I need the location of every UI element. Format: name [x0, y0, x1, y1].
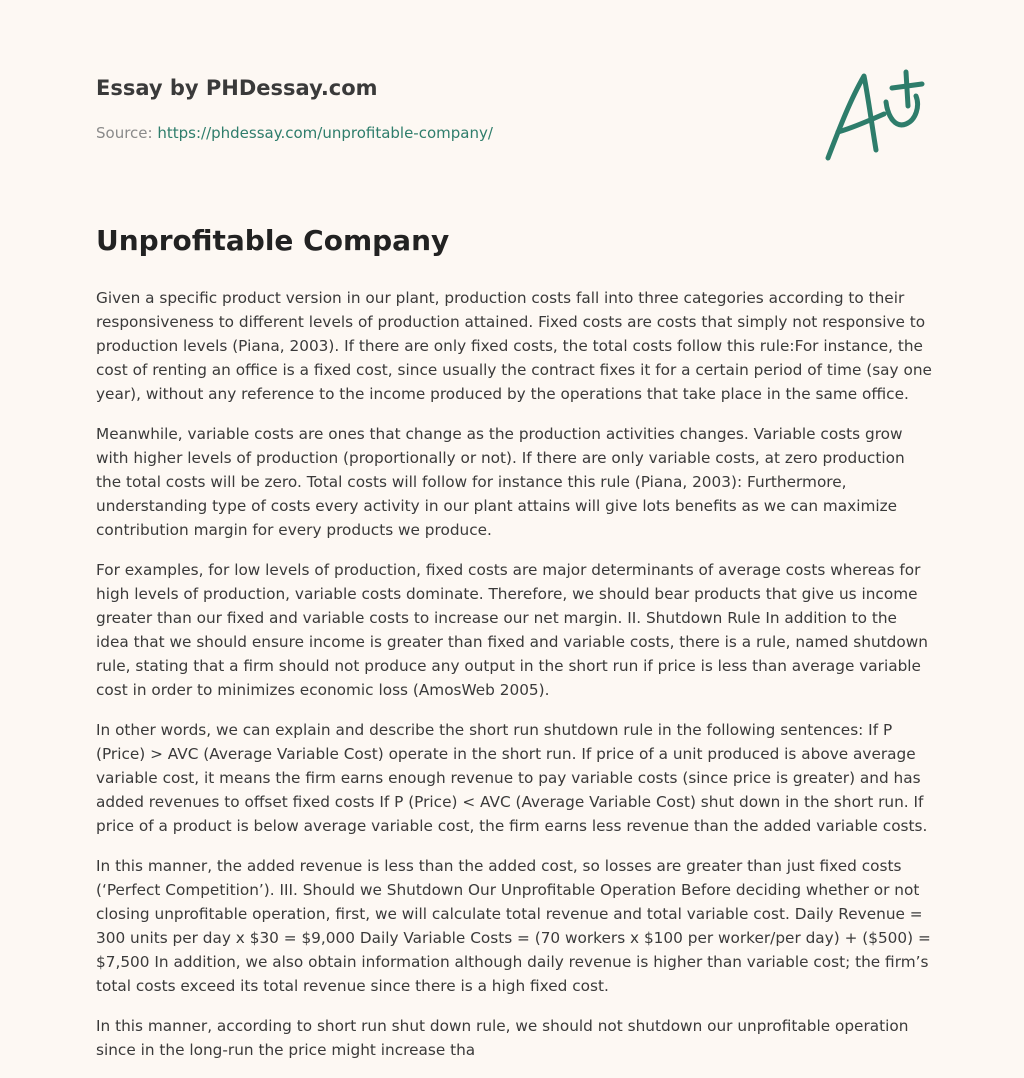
source-link[interactable]: https://phdessay.com/unprofitable-company/: [157, 124, 493, 142]
paragraph: Meanwhile, variable costs are ones that change as the production activities changes. Variable costs grow with higher levels of production (proportionally or not). If there are only variable costs, at zero production the total costs will be zero. Total costs will follow for instance this rule (Piana, 2003): Furthermore, understanding type of costs every activity in our plant attains will give lots benefits as we can maximize contribution margin for every products we produce.: [96, 425, 905, 539]
paragraph: In other words, we can explain and describe the short run shutdown rule in the following sentences: If P (Price) > AVC (Average Variable Cost) operate in the short run. If price of a unit produced is above average variable cost, it means the firm earns enough revenue to pay variable costs (since price is greater) and has added revenues to offset fixed costs If P (Price) < AVC (Average Variable Cost) shut down in the short run. If price of a product is below average variable cost, the firm earns less revenue than the added variable costs.: [96, 721, 928, 835]
paragraph: In this manner, the added revenue is less than the added cost, so losses are greater than just fixed costs (‘Perfect Competition’). III. Should we Shutdown Our Unprofitable Operation Before deciding whether or not closing unprofitable operation, first, we will calculate total revenue and total variable cost. Daily Revenue = 300 units per day x $30 = $9,000 Daily Variable Costs = (70 workers x $100 per worker/per day) + ($500) = $7,500 In addition, we also obtain information although daily revenue is higher than variable cost; the firm’s total costs exceed its total revenue since there is a high fixed cost.: [96, 857, 931, 995]
paragraph: In this manner, according to short run shut down rule, we should not shutdown our unprofitable operation since in the long-run the price might increase tha: [96, 1017, 909, 1059]
essay-title: Unprofitable Company: [96, 224, 450, 257]
brand-title: Essay by PHDessay.com: [96, 76, 378, 100]
paragraph: Given a specific product version in our plant, production costs fall into three categories according to their responsiveness to different levels of production attained. Fixed costs are costs that simply not responsive to production levels (Piana, 2003). If there are only fixed costs, the total costs follow this rule:For instance, the cost of renting an office is a fixed cost, since usually the contract fixes it for a certain period of time (say one year), without any reference to the income produced by the operations that take place in the same office.: [96, 289, 932, 403]
essay-body: [96, 286, 932, 1078]
source-label: Source:: [96, 124, 153, 142]
source-line: [96, 124, 493, 142]
paragraph: For examples, for low levels of production, fixed costs are major determinants of average costs whereas for high levels of production, variable costs dominate. Therefore, we should bear products that give us income greater than our fixed and variable costs to increase our net margin. II. Shutdown Rule In addition to the idea that we should ensure income is greater than fixed and variable costs, there is a rule, named shutdown rule, stating that a firm should not produce any output in the short run if price is less than average variable cost in order to minimizes economic loss (AmosWeb 2005).: [96, 561, 928, 699]
a-plus-logo-icon: [822, 66, 926, 166]
